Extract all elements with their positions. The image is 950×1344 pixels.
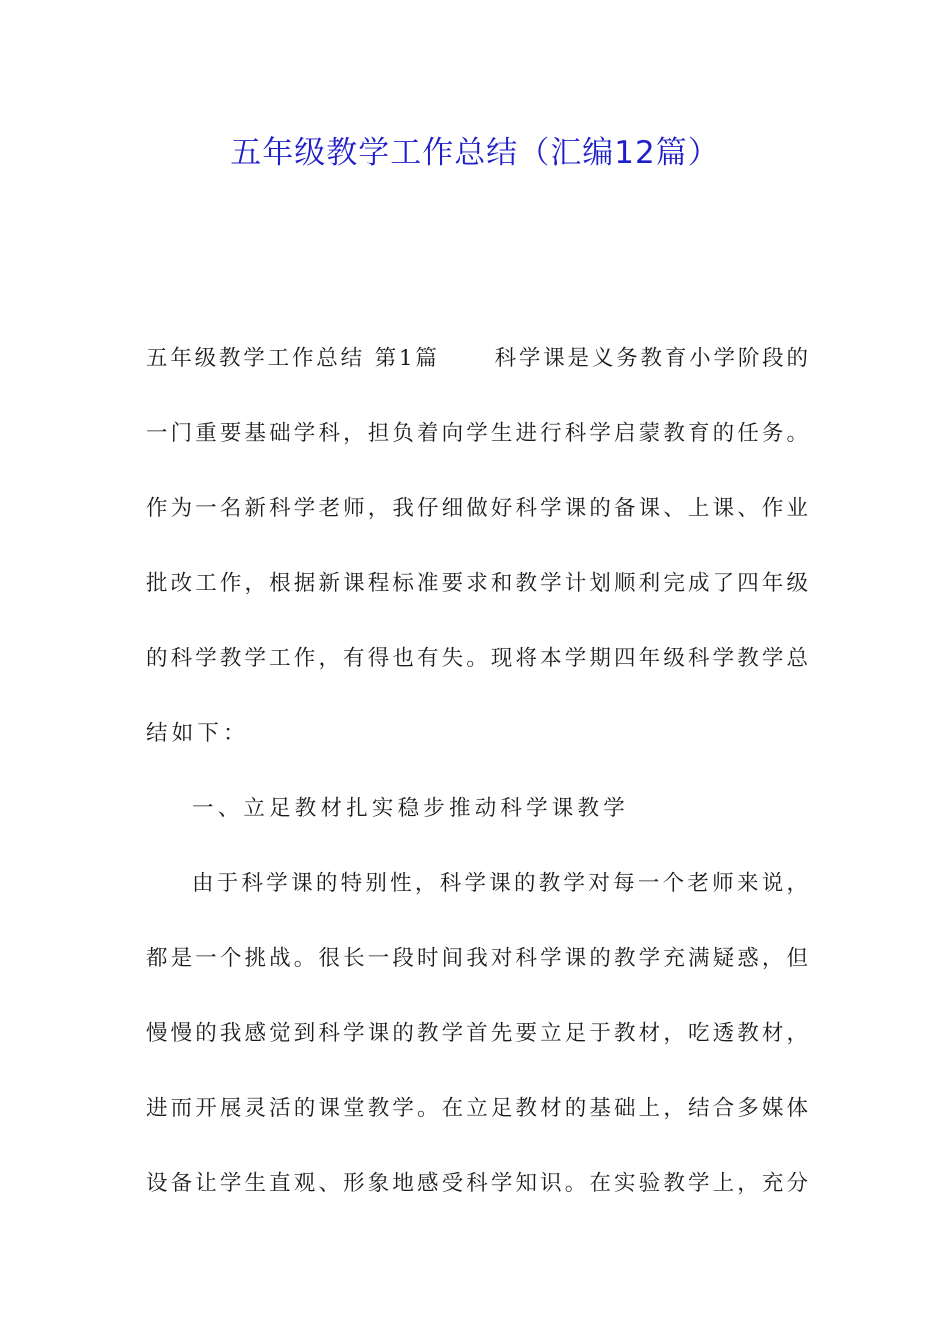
paragraph-line: 作为一名新科学老师，我仔细做好科学课的备课、上课、作业 [146,496,808,521]
paragraph-line: 设备让学生直观、形象地感受科学知识。在实验教学上，充分 [146,1171,808,1196]
paragraph-line: 进而开展灵活的课堂教学。在立足教材的基础上，结合多媒体 [146,1096,808,1121]
paragraph-line: 一门重要基础学科，担负着向学生进行科学启蒙教育的任务。 [146,421,808,446]
paragraph-line: 慢慢的我感觉到科学课的教学首先要立足于教材，吃透教材， [146,1021,808,1046]
paragraph-line: 批改工作，根据新课程标准要求和教学计划顺利完成了四年级 [146,571,808,596]
paragraph-line: 都是一个挑战。很长一段时间我对科学课的教学充满疑惑，但 [146,946,808,971]
section-heading: 五年级教学工作总结 第1篇 [146,346,440,371]
subheading-line: 一、立足教材扎实稳步推动科学课教学 [192,796,629,821]
paragraph-line [146,344,808,374]
paragraph-line: 的科学教学工作，有得也有失。现将本学期四年级科学教学总 [146,646,808,671]
paragraph-line: 由于科学课的特别性，科学课的教学对每一个老师来说， [192,871,808,896]
paragraph-text: 科学课是义务教育小学阶段的 [491,346,808,371]
document-title: 五年级教学工作总结（汇编12篇） [230,135,720,171]
paragraph-line: 结如下： [146,721,249,746]
